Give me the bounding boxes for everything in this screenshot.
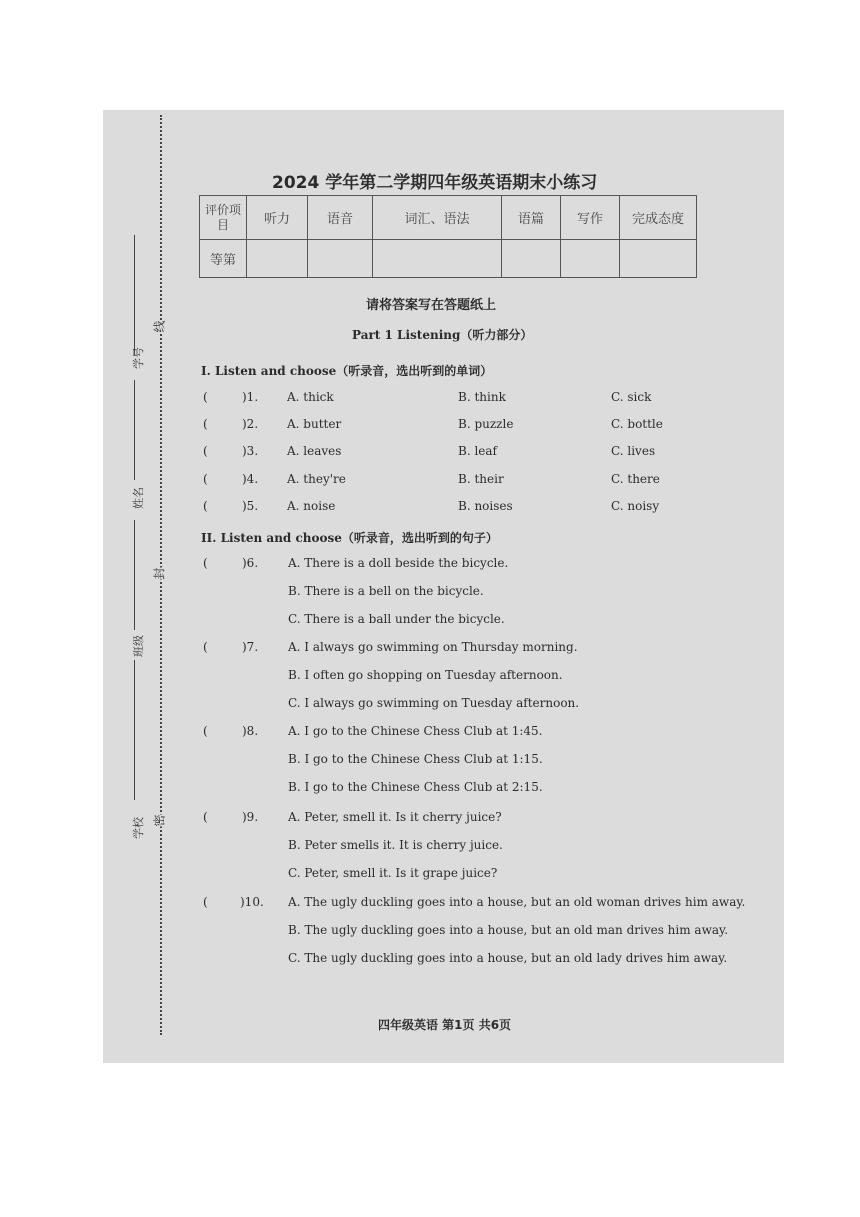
option-c: C. sick (611, 390, 652, 404)
evaluation-table-grade-row (200, 240, 697, 278)
class-label: 班级 (132, 635, 145, 657)
answer-blank[interactable]: ( (203, 444, 208, 458)
name-label: 姓名 (132, 487, 145, 509)
table-cell: 完成态度 (620, 196, 697, 240)
question-number: )6. (242, 556, 259, 570)
option-sentence: A. I always go swimming on Thursday morning. (288, 640, 578, 654)
exam-title: 2024 学年第二学期四年级英语期末小练习 (272, 173, 598, 193)
option-a: A. butter (287, 417, 342, 431)
answer-blank[interactable]: ( (203, 810, 208, 824)
table-cell (620, 240, 697, 278)
option-b: B. think (458, 390, 506, 404)
option-a: A. thick (287, 390, 334, 404)
table-cell: 评价项目 (200, 196, 247, 240)
option-b: B. puzzle (458, 417, 514, 431)
table-cell (373, 240, 502, 278)
question-number: )5. (242, 499, 259, 513)
option-sentence: A. Peter, smell it. Is it cherry juice? (288, 810, 502, 824)
table-cell (561, 240, 620, 278)
question-number: )7. (242, 640, 259, 654)
school-blank (134, 660, 135, 800)
question-number: )1. (242, 390, 259, 404)
option-c: C. lives (611, 444, 656, 458)
option-c: C. there (611, 472, 660, 486)
table-cell (502, 240, 561, 278)
option-a: A. noise (287, 499, 336, 513)
option-c: C. bottle (611, 417, 663, 431)
table-cell: 等第 (200, 240, 247, 278)
option-b: B. leaf (458, 444, 497, 458)
option-sentence: B. I often go shopping on Tuesday afternoon. (288, 668, 563, 682)
answer-blank[interactable]: ( (203, 895, 208, 909)
answer-blank[interactable]: ( (203, 390, 208, 404)
question-number: )8. (242, 724, 259, 738)
table-cell: 词汇、语法 (373, 196, 502, 240)
part1-heading: Part 1 Listening（听力部分） (352, 328, 533, 342)
option-b: B. noises (458, 499, 513, 513)
option-sentence: A. There is a doll beside the bicycle. (288, 556, 509, 570)
binding-close-mark: 密 (152, 814, 167, 827)
option-sentence: B. I go to the Chinese Chess Club at 2:15. (288, 780, 543, 794)
answer-sheet-instruction: 请将答案写在答题纸上 (366, 298, 497, 313)
option-sentence: C. There is a ball under the bicycle. (288, 612, 505, 626)
option-sentence: B. I go to the Chinese Chess Club at 1:15. (288, 752, 543, 766)
question-number: )10. (240, 895, 264, 909)
answer-blank[interactable]: ( (203, 417, 208, 431)
option-c: C. noisy (611, 499, 660, 513)
table-cell (247, 240, 308, 278)
evaluation-table-header-row (200, 196, 697, 240)
answer-blank[interactable]: ( (203, 724, 208, 738)
option-sentence: A. The ugly duckling goes into a house, but an old woman drives him away. (288, 895, 746, 909)
binding-seal-mark: 封 (152, 567, 167, 580)
table-cell: 语音 (308, 196, 373, 240)
option-sentence: C. Peter, smell it. Is it grape juice? (288, 866, 498, 880)
option-sentence: A. I go to the Chinese Chess Club at 1:45. (288, 724, 543, 738)
answer-blank[interactable]: ( (203, 556, 208, 570)
table-cell: 写作 (561, 196, 620, 240)
option-sentence: B. Peter smells it. It is cherry juice. (288, 838, 503, 852)
evaluation-table (199, 195, 697, 278)
table-cell: 听力 (247, 196, 308, 240)
section2-heading: II. Listen and choose（听录音，选出听到的句子） (201, 531, 498, 545)
question-number: )4. (242, 472, 259, 486)
option-a: A. they're (287, 472, 346, 486)
question-number: )3. (242, 444, 259, 458)
student-id-blank (134, 235, 135, 355)
school-label: 学校 (132, 817, 145, 839)
student-id-label: 学号 (132, 347, 145, 369)
class-blank (134, 520, 135, 630)
option-sentence: C. The ugly duckling goes into a house, but an old lady drives him away. (288, 951, 728, 965)
answer-blank[interactable]: ( (203, 472, 208, 486)
table-cell (308, 240, 373, 278)
section1-heading: I. Listen and choose（听录音，选出听到的单词） (201, 364, 493, 378)
answer-blank[interactable]: ( (203, 499, 208, 513)
name-blank (134, 380, 135, 480)
option-b: B. their (458, 472, 504, 486)
binding-line-mark: 线 (152, 320, 167, 333)
page-footer: 四年级英语 第1页 共6页 (378, 1018, 512, 1032)
option-a: A. leaves (287, 444, 342, 458)
table-cell: 语篇 (502, 196, 561, 240)
answer-blank[interactable]: ( (203, 640, 208, 654)
question-number: )9. (242, 810, 259, 824)
option-sentence: B. There is a bell on the bicycle. (288, 584, 484, 598)
option-sentence: B. The ugly duckling goes into a house, but an old man drives him away. (288, 923, 729, 937)
question-number: )2. (242, 417, 259, 431)
option-sentence: C. I always go swimming on Tuesday afternoon. (288, 696, 580, 710)
